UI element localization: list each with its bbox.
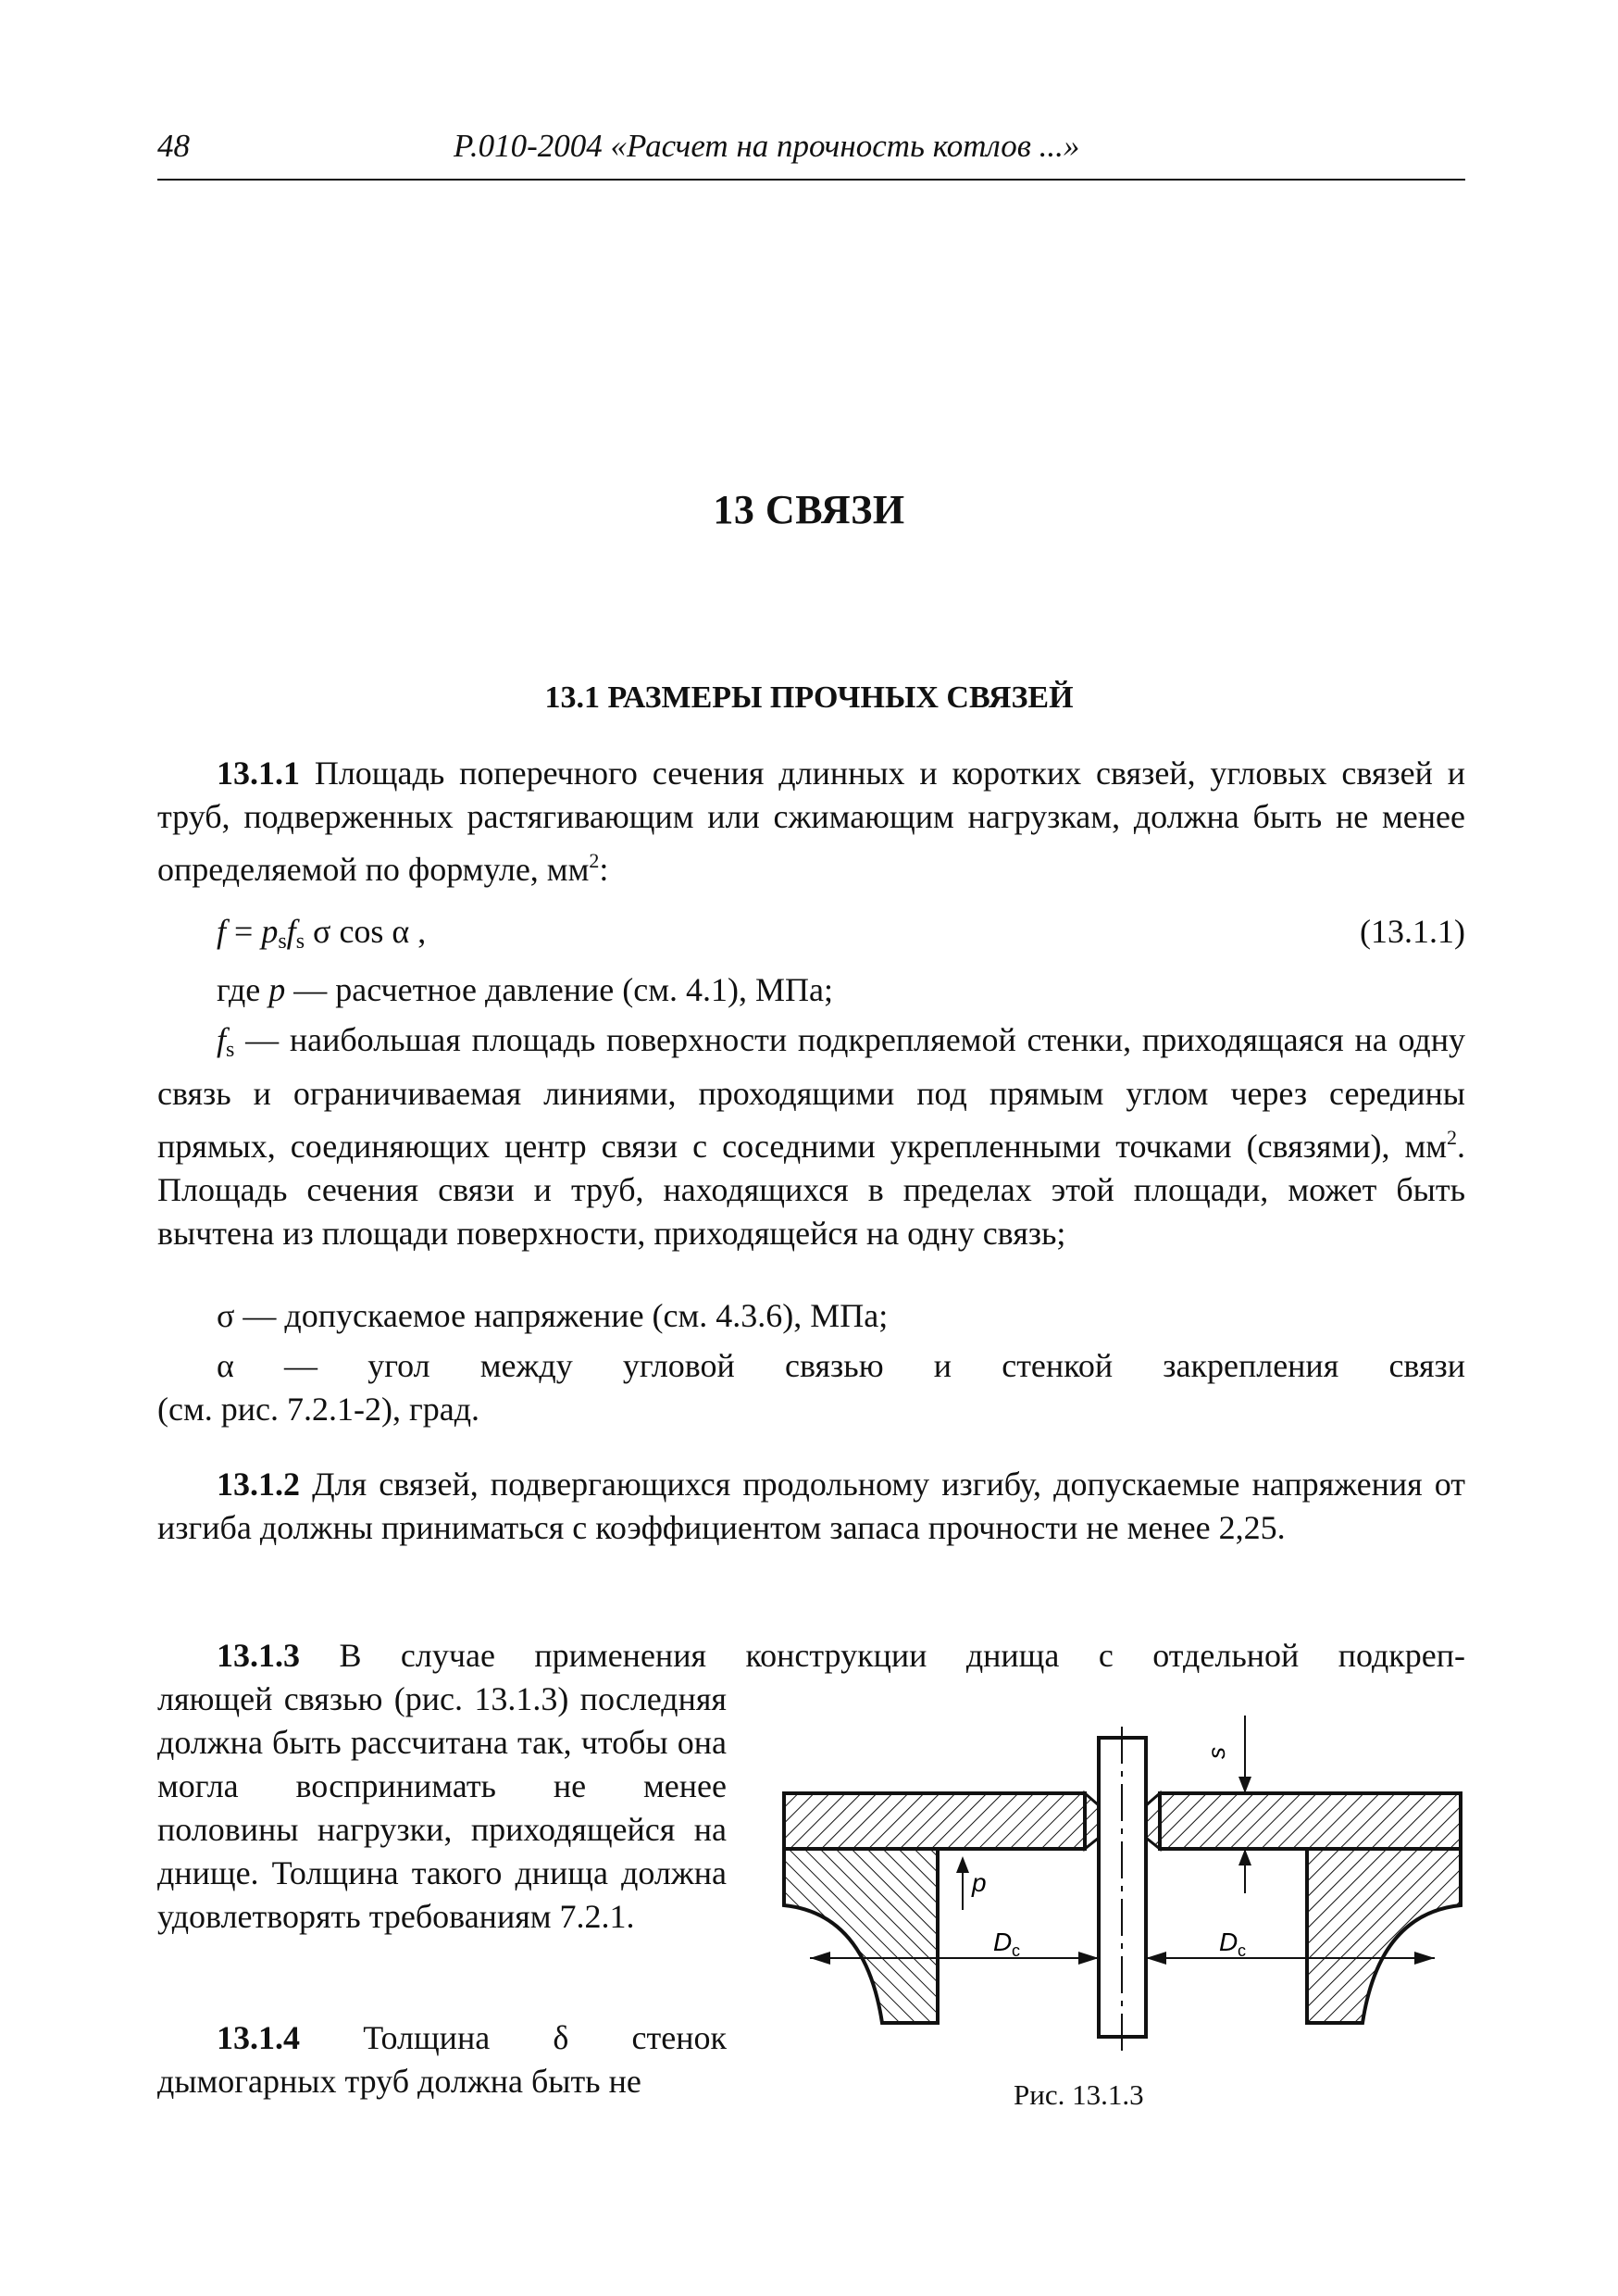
section-title: 13.1 РАЗМЕРЫ ПРОЧНЫХ СВЯЗЕЙ — [544, 680, 1074, 715]
clause-number: 13.1.4 — [217, 2019, 300, 2056]
figure-13-1-3 — [773, 1708, 1472, 2055]
label-p: p — [972, 1868, 987, 1897]
formula-rest: σ cos α , — [313, 913, 427, 950]
symbol-f: f — [217, 1021, 227, 1058]
formula-equals: = — [226, 913, 262, 950]
formula-lhs: f — [217, 913, 227, 950]
running-header-title: Р.010-2004 «Расчет на прочность котлов ...» — [454, 128, 1080, 164]
label-dc-left-sub: c — [1012, 1941, 1020, 1960]
figure-caption: Рис. 13.1.3 — [1014, 2078, 1144, 2111]
definition-alpha-line1: α — угол между угловой связью и стенкой закрепления связи — [217, 1347, 1465, 1384]
paragraph-13-1-3-line1 — [157, 1634, 1465, 1678]
paragraph-13-1-1 — [157, 752, 1465, 892]
label-dc-right-sub: c — [1238, 1941, 1246, 1960]
formula-p: p — [261, 913, 279, 950]
paragraph-text: Площадь поперечного сечения длинных и коротких связей, угловых связей и труб, подверженных растягивающим или сжимающим нагрузкам, должна быть не менее определяемой по формуле, мм — [157, 755, 1465, 888]
symbol-f-sub: s — [226, 1038, 235, 1062]
paragraph-13-1-3-rest: ляющей связью (рис. 13.1.3) последняя должна быть рассчитана так, чтобы она могла воспринимать не менее половины нагрузки, приходящейся на днище. Толщина такого днища должна удовлетворять требованиям 7.2.1. — [157, 1680, 727, 1935]
definition-sigma: σ — допускаемое напряжение (см. 4.3.6), МПа; — [217, 1297, 889, 1334]
paragraph-text: В случае применения конструкции днища с отдельной подкреп- — [300, 1637, 1465, 1674]
clause-number: 13.1.1 — [217, 755, 300, 792]
where-lead: где — [217, 971, 269, 1008]
superscript: 2 — [1447, 1126, 1457, 1149]
header-rule — [157, 179, 1465, 181]
paragraph-13-1-4 — [157, 2016, 727, 2103]
label-s: s — [1202, 1747, 1230, 1759]
definition-text-1: — наибольшая площадь поверхности подкрепляемой стенки, приходящаяся на одну связь и ограничиваемая линиями, проходящими под прямым углом через середины прямых, соединяющих центр связи с соседними укрепленными точками (связями), мм — [157, 1021, 1465, 1165]
clause-number: 13.1.2 — [217, 1466, 300, 1503]
label-dc-left: D — [993, 1928, 1013, 1956]
formula-13-1-1 — [217, 910, 426, 964]
chapter-title: 13 СВЯЗИ — [713, 487, 905, 532]
right-flange — [1160, 1793, 1461, 2023]
page-number: 48 — [157, 128, 190, 164]
paragraph-tail: : — [599, 851, 609, 888]
symbol-p: p — [268, 971, 286, 1008]
formula-number: (13.1.1) — [1360, 913, 1465, 950]
paragraph-text: Толщина δ стенок дымогарных труб должна быть не — [157, 2019, 727, 2100]
superscript: 2 — [589, 849, 600, 872]
formula-p-sub: s — [278, 930, 287, 954]
stay-rod — [1099, 1727, 1146, 2051]
formula-f: f — [286, 913, 296, 950]
clause-number: 13.1.3 — [217, 1637, 300, 1674]
definition-text-2: . Площадь сечения связи и труб, находящихся в пределах этой площади, может быть вычтена из площади поверхности, приходящейся на одну связь; — [157, 1128, 1465, 1252]
definition-fs — [157, 1018, 1465, 1255]
left-flange — [784, 1793, 1085, 2023]
definition-text: — расчетное давление (см. 4.1), МПа; — [285, 971, 834, 1008]
pressure-arrow — [956, 1856, 969, 1910]
formula-f-sub: s — [295, 930, 305, 954]
definition-alpha-line2: (см. рис. 7.2.1-2), град. — [157, 1391, 480, 1428]
definition-p — [217, 968, 1465, 1012]
paragraph-text: Для связей, подвергающихся продольному изгибу, допускаемые напряжения от изгиба должны приниматься с коэффициентом запаса прочности не менее 2,25. — [157, 1466, 1465, 1546]
label-dc-right: D — [1219, 1928, 1238, 1956]
paragraph-13-1-2 — [157, 1463, 1465, 1550]
